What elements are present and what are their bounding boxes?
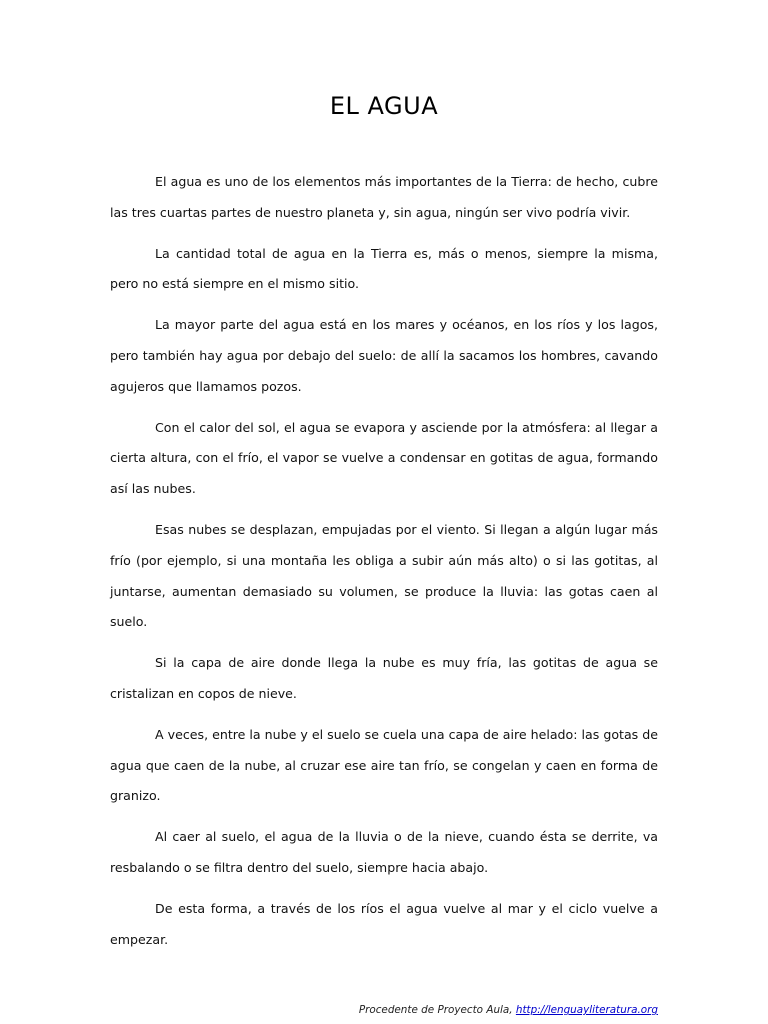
paragraph-2: La cantidad total de agua en la Tierra es, más o menos, siempre la misma, pero no está siempre en el mismo sitio. <box>110 245 658 292</box>
source-link[interactable]: http://lenguayliteratura.org <box>515 1004 658 1016</box>
paragraph-5: Esas nubes se desplazan, empujadas por el viento. Si llegan a algún lugar más frío (por ejemplo, si una montaña les obliga a subir aún más alto) o si las gotitas, al juntarse, aumentan demasiado su volumen, se produce la lluvia: las gotas caen al suelo. <box>110 521 658 630</box>
footer-text: Procedente de Proyecto Aula, <box>358 1004 516 1016</box>
paragraph-9: De esta forma, a través de los ríos el agua vuelve al mar y el ciclo vuelve a empezar. <box>110 900 658 947</box>
paragraph-1: El agua es uno de los elementos más importantes de la Tierra: de hecho, cubre las tres cuartas partes de nuestro planeta y, sin agua, ningún ser vivo podría vivir. <box>110 174 658 220</box>
source-footer <box>110 1004 658 1016</box>
paragraph-7: A veces, entre la nube y el suelo se cuela una capa de aire helado: las gotas de agua que caen de la nube, al cruzar ese aire tan frío, se congelan y caen en forma de granizo. <box>110 726 658 804</box>
document-body <box>110 167 658 965</box>
paragraph-8: Al caer al suelo, el agua de la lluvia o de la nieve, cuando ésta se derrite, va resbalando o se filtra dentro del suelo, siempre hacia abajo. <box>110 829 658 875</box>
paragraph-6: Si la capa de aire donde llega la nube es muy fría, las gotitas de agua se cristalizan en copos de nieve. <box>110 655 658 701</box>
page-title: EL AGUA <box>329 92 439 120</box>
paragraph-3: La mayor parte del agua está en los mares y océanos, en los ríos y los lagos, pero también hay agua por debajo del suelo: de allí la sacamos los hombres, cavando agujeros que llamamos pozos. <box>110 317 658 394</box>
paragraph-4: Con el calor del sol, el agua se evapora y asciende por la atmósfera: al llegar a cierta altura, con el frío, el vapor se vuelve a condensar en gotitas de agua, formando así las nubes. <box>110 419 658 497</box>
